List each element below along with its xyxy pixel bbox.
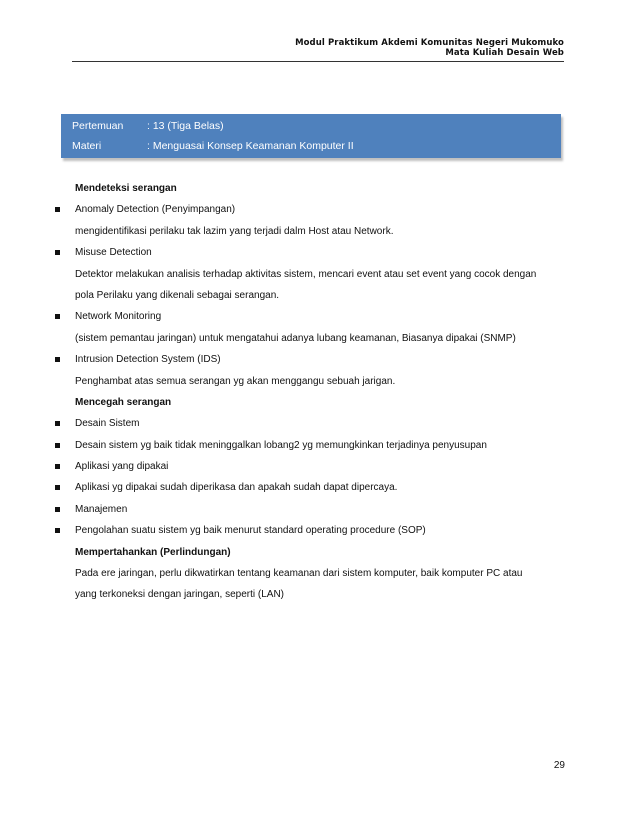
- bullet-item-ids: [0, 349, 638, 370]
- bullet-icon: [55, 207, 60, 212]
- meeting-value: : 13 (Tiga Belas): [147, 120, 224, 132]
- bullet-text: Aplikasi yang dipakai: [75, 461, 169, 473]
- heading-detect-attacks: Mendeteksi serangan: [75, 183, 177, 194]
- bullet-item-applications: [0, 456, 638, 477]
- bullet-item-applications-desc: [0, 477, 638, 498]
- defend-description-line1: Pada ere jaringan, perlu dikwatirkan tentang keamanan dari sistem komputer, baik komputer PC atau: [75, 568, 523, 580]
- ids-description: Penghambat atas semua serangan yg akan menggangu sebuah jarigan.: [75, 375, 396, 387]
- bullet-text: Pengolahan suatu sistem yg baik menurut standard operating procedure (SOP): [75, 525, 426, 537]
- bullet-icon: [55, 464, 60, 469]
- bullet-icon: [55, 507, 60, 512]
- document-body: [0, 178, 638, 606]
- bullet-icon: [55, 443, 60, 448]
- bullet-icon: [55, 421, 60, 426]
- material-label: Materi: [72, 140, 102, 152]
- bullet-icon: [55, 314, 60, 319]
- header-divider: [72, 61, 564, 62]
- misuse-description-line2: pola Perilaku yang dikenali sebagai serangan.: [75, 289, 280, 301]
- network-monitoring-description: (sistem pemantau jaringan) untuk mengatahui adanya lubang keamanan, Biasanya dipakai (SNMP): [75, 332, 516, 344]
- page-header: [295, 38, 564, 58]
- bullet-text: Misuse Detection: [75, 247, 152, 259]
- bullet-item-management-desc: [0, 520, 638, 541]
- defend-description-line2: yang terkoneksi dengan jaringan, seperti (LAN): [75, 589, 285, 601]
- bullet-icon: [55, 485, 60, 490]
- bullet-item-system-design-desc: [0, 435, 638, 456]
- bullet-item-misuse: [0, 242, 638, 263]
- bullet-text: Desain sistem yg baik tidak meninggalkan lobang2 yg memungkinkan terjadinya penyusupan: [75, 439, 487, 451]
- bullet-item-anomaly: [0, 199, 638, 220]
- material-value: : Menguasai Konsep Keamanan Komputer II: [147, 140, 354, 152]
- heading-defend: Mempertahankan (Perlindungan): [75, 546, 231, 558]
- bullet-icon: [55, 528, 60, 533]
- meeting-row: [72, 119, 224, 133]
- bullet-text: Network Monitoring: [75, 311, 162, 323]
- bullet-text: Anomaly Detection (Penyimpangan): [75, 204, 236, 216]
- bullet-item-network-monitoring: [0, 306, 638, 327]
- header-course-title: Mata Kuliah Desain Web: [445, 48, 564, 58]
- bullet-text: Desain Sistem: [75, 418, 140, 430]
- misuse-description-line1: Detektor melakukan analisis terhadap aktivitas sistem, mencari event atau set event yang cocok dengan: [75, 268, 537, 280]
- bullet-icon: [55, 357, 60, 362]
- bullet-text: Aplikasi yg dipakai sudah diperikasa dan apakah sudah dapat dipercaya.: [75, 482, 398, 494]
- bullet-item-management: [0, 499, 638, 520]
- heading-prevent-attacks: Mencegah serangan: [75, 396, 172, 408]
- bullet-text: Intrusion Detection System (IDS): [75, 354, 221, 366]
- page-number: 29: [553, 760, 565, 771]
- bullet-icon: [55, 250, 60, 255]
- material-row: [72, 139, 354, 153]
- meeting-label: Pertemuan: [72, 120, 124, 132]
- anomaly-description: mengidentifikasi perilaku tak lazim yang terjadi dalm Host atau Network.: [75, 225, 394, 237]
- bullet-text: Manajemen: [75, 503, 128, 515]
- header-module-title: Modul Praktikum Akdemi Komunitas Negeri Mukomuko: [295, 38, 564, 48]
- bullet-item-system-design: [0, 413, 638, 434]
- session-info-box: [61, 114, 561, 158]
